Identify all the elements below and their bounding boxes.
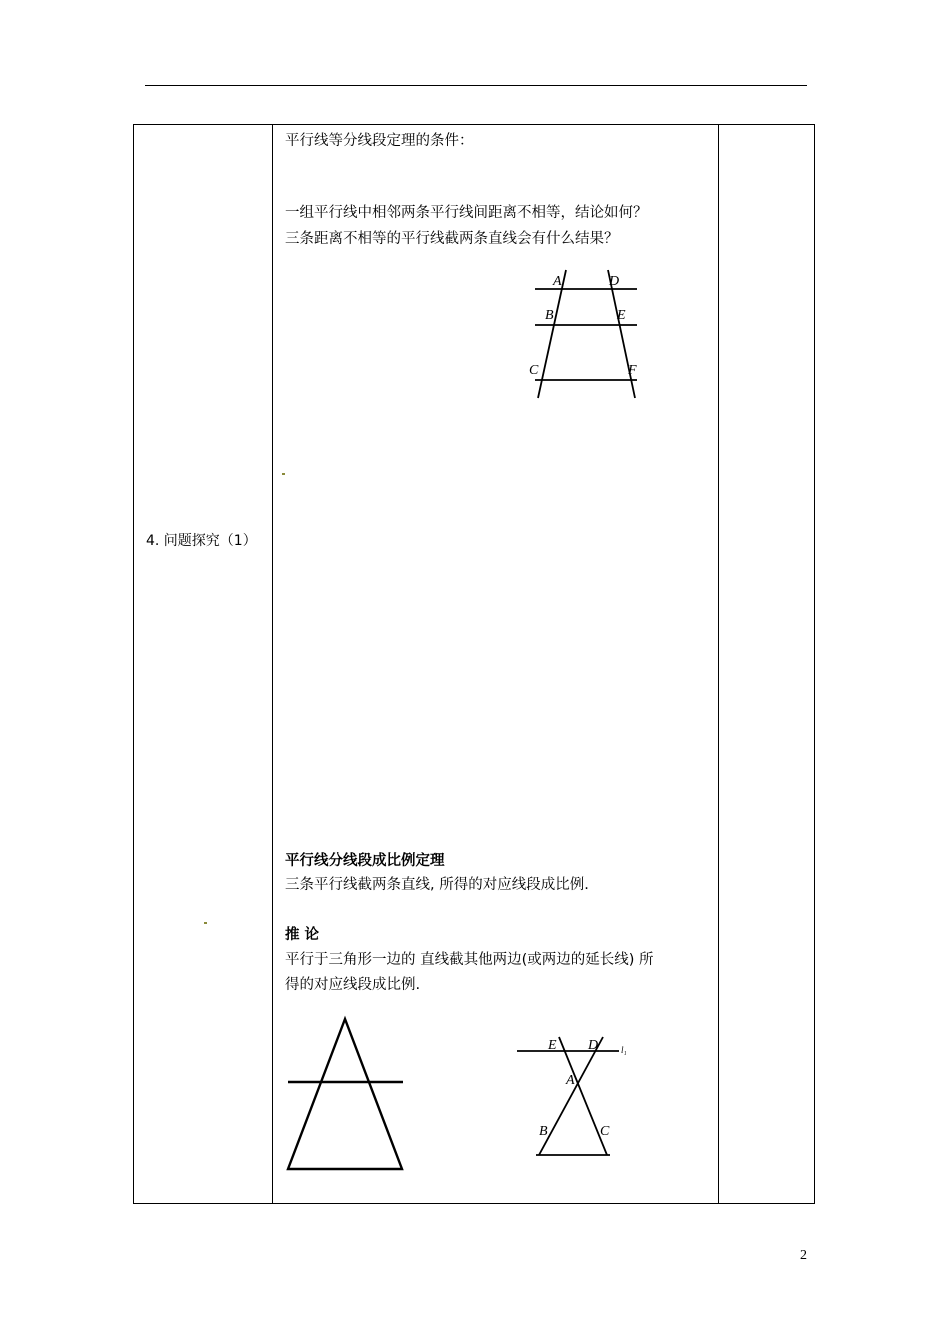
corollary-line-2: 得的对应线段成比例. — [285, 977, 421, 993]
theorem-title: 平行线分线段成比例定理 — [285, 853, 445, 869]
label-e: E — [548, 1038, 557, 1053]
stray-dot — [204, 922, 207, 924]
column-divider-left — [272, 125, 273, 1203]
label-b: B — [545, 308, 554, 323]
label-f: F — [628, 363, 637, 378]
section-label: 4. 问题探究（1） — [146, 533, 257, 549]
question-line-2: 三条距离不相等的平行线截两条直线会有什么结果？ — [285, 231, 619, 247]
question-line-1: 一组平行线中相邻两条平行线间距离不相等，结论如何？ — [285, 205, 648, 221]
label-e: E — [617, 308, 626, 323]
header-rule — [145, 85, 807, 86]
label-c: C — [600, 1124, 610, 1139]
figure-cross-triangles — [514, 1034, 644, 1164]
label-d: D — [609, 274, 620, 289]
label-d: D — [588, 1038, 599, 1053]
corollary-title: 推 论 — [285, 927, 320, 943]
corollary-line-1: 平行于三角形一边的 直线截其他两边(或两边的延长线) 所 — [285, 952, 654, 968]
page-number: 2 — [800, 1248, 807, 1263]
stray-dot — [282, 473, 285, 475]
conditions-heading: 平行线等分线段定理的条件： — [285, 133, 474, 149]
theorem-text: 三条平行线截两条直线, 所得的对应线段成比例. — [285, 877, 589, 893]
figure-triangle — [284, 1016, 408, 1176]
figure-parallel-lines — [520, 268, 650, 400]
lesson-table — [133, 124, 815, 1204]
label-b: B — [539, 1124, 548, 1139]
label-a: A — [566, 1073, 575, 1088]
column-divider-right — [718, 125, 719, 1203]
label-l1: l₁ — [621, 1045, 627, 1055]
label-a: A — [553, 274, 562, 289]
label-c: C — [529, 363, 539, 378]
